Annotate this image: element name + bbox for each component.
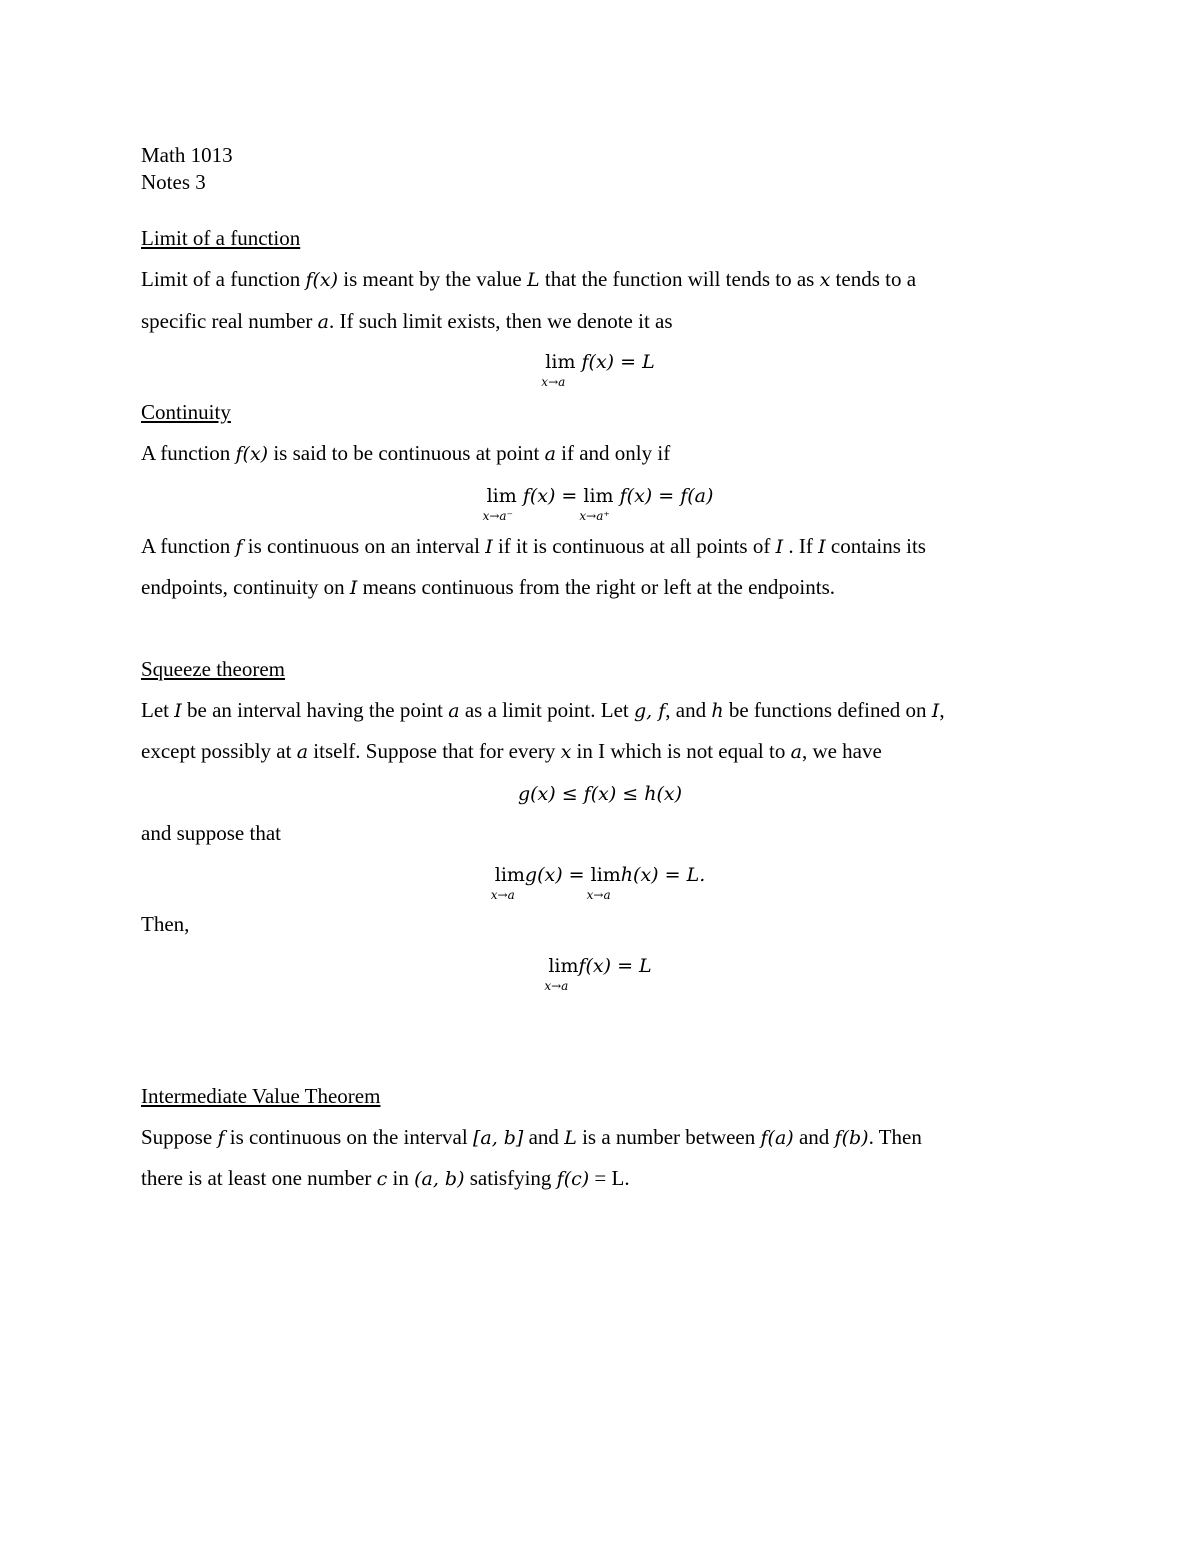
squeeze-line-1: Let 𝐼 be an interval having the point 𝑎 as a limit point. Let 𝑔, 𝑓, and ℎ be functions defined on 𝐼,	[141, 698, 945, 722]
heading-limit: Limit of a function	[141, 226, 301, 250]
equation-continuity: lim 𝑥→𝑎⁻ 𝑓(𝑥) = lim 𝑥→𝑎⁺ 𝑓(𝑥) = 𝑓(𝑎)	[482, 485, 714, 523]
ivt-line-1: Suppose 𝑓 is continuous on the interval [𝑎, 𝑏] and 𝐿 is a number between 𝑓(𝑎) and 𝑓(𝑏). Then	[141, 1125, 922, 1149]
continuity-line-3: endpoints, continuity on 𝐼 means continuous from the right or left at the endpoints.	[141, 575, 835, 599]
course-title: Math 1013	[141, 143, 233, 167]
ivt-line-2: there is at least one number 𝑐 in (𝑎, 𝑏) satisfying 𝑓(𝑐) = L.	[141, 1166, 630, 1190]
equation-squeeze-result: lim 𝑥→𝑎 𝑓(𝑥) = 𝐿	[544, 955, 652, 993]
heading-ivt: Intermediate Value Theorem	[141, 1084, 381, 1108]
limit-paragraph-line-1: Limit of a function 𝑓(𝑥) is meant by the value 𝐿 that the function will tends to as 𝑥 tends to a	[141, 267, 917, 291]
equation-squeeze-inequality: 𝑔(𝑥) ≤ 𝑓(𝑥) ≤ ℎ(𝑥)	[517, 783, 683, 805]
squeeze-and-suppose: and suppose that	[141, 821, 281, 845]
squeeze-line-2: except possibly at 𝑎 itself. Suppose that for every 𝑥 in I which is not equal to 𝑎, we have	[141, 739, 882, 763]
limit-paragraph-line-2: specific real number 𝑎. If such limit exists, then we denote it as	[141, 309, 673, 333]
heading-squeeze: Squeeze theorem	[141, 657, 286, 681]
continuity-line-2: A function 𝑓 is continuous on an interval 𝐼 if it is continuous at all points of 𝐼 . If 𝐼 contains its	[141, 534, 926, 558]
heading-continuity: Continuity	[141, 400, 231, 424]
squeeze-then: Then,	[141, 912, 190, 936]
continuity-line-1: A function 𝑓(𝑥) is said to be continuous at point 𝑎 if and only if	[141, 441, 671, 465]
equation-squeeze-limits: lim 𝑥→𝑎 𝑔(𝑥) = lim 𝑥→𝑎 ℎ(𝑥) = 𝐿.	[490, 864, 706, 902]
notes-title: Notes 3	[141, 170, 206, 194]
equation-limit-definition: lim 𝑥→𝑎 𝑓(𝑥) = 𝐿	[541, 351, 655, 389]
